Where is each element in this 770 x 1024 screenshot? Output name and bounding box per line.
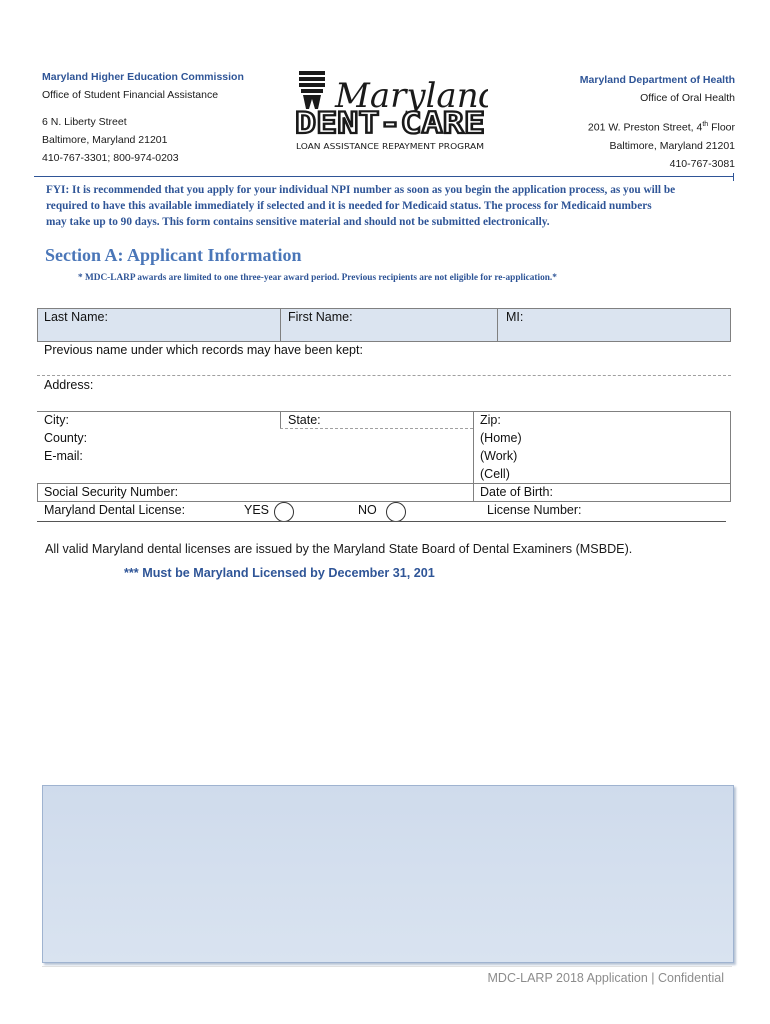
header-divider	[34, 176, 734, 177]
address-field[interactable]: Address:	[44, 378, 94, 392]
logo-wordmark: DENT-CARE	[295, 106, 485, 140]
fyi-line: required to have this available immediately if selected and it is needed for Medicaid status. The process for Medicaid numbers	[46, 200, 652, 212]
city-field[interactable]: City:	[44, 413, 69, 427]
license-number-field[interactable]: License Number:	[487, 503, 582, 517]
logo-script-text: Maryland	[335, 76, 488, 116]
dent-care-logo	[293, 67, 488, 155]
header-left-contact	[42, 68, 244, 167]
no-radio[interactable]	[386, 502, 406, 522]
mi-field[interactable]: MI:	[506, 310, 524, 324]
cell-phone-field[interactable]: (Cell)	[480, 467, 510, 481]
first-name-field[interactable]: First Name:	[288, 310, 353, 324]
logo-tagline: LOAN ASSISTANCE REPAYMENT PROGRAM	[296, 142, 484, 151]
dob-field[interactable]: Date of Birth:	[480, 485, 553, 499]
county-field[interactable]: County:	[44, 431, 88, 445]
mhec-phone: 410-767-3301; 800-974-0203	[42, 152, 179, 164]
work-phone-field[interactable]: (Work)	[480, 449, 518, 463]
previous-name-field[interactable]: Previous name under which records may have been kept:	[44, 343, 363, 357]
tooth-icon	[299, 71, 325, 109]
footer-divider	[42, 966, 732, 967]
license-note: All valid Maryland dental licenses are issued by the Maryland State Board of Dental Examiners (MSBDE).	[45, 542, 633, 556]
mdh-city: Baltimore, Maryland 21201	[609, 139, 735, 152]
dental-license-label: Maryland Dental License:	[44, 503, 186, 517]
fyi-line: FYI: It is recommended that you apply for your individual NPI number as soon as you begin the application process, as you will be	[46, 184, 676, 196]
no-label: NO	[358, 503, 377, 517]
mhec-city: Baltimore, Maryland 21201	[42, 134, 168, 146]
mdh-org-name: Maryland Department of Health	[579, 74, 735, 86]
ssn-field[interactable]: Social Security Number:	[44, 485, 179, 499]
section-title: Section A: Applicant Information	[45, 245, 302, 265]
fyi-notice	[46, 182, 726, 230]
mdh-phone: 410-767-3081	[669, 157, 735, 170]
page-footer: MDC-LARP 2018 Application | Confidential	[487, 971, 724, 985]
yes-label: YES	[244, 503, 270, 517]
header-right-contact	[580, 71, 735, 173]
last-name-field[interactable]: Last Name:	[44, 310, 108, 324]
award-limit-note: * MDC-LARP awards are limited to one three-year award period. Previous recipients are not eligible for re-application.*	[78, 273, 557, 283]
mdh-office: Office of Oral Health	[640, 92, 735, 104]
zip-field[interactable]: Zip:	[480, 413, 501, 427]
email-field[interactable]: E-mail:	[44, 449, 83, 463]
license-deadline-note: *** Must be Maryland Licensed by December 31, 201	[124, 566, 435, 580]
name-row	[37, 308, 731, 341]
yes-radio[interactable]	[274, 502, 294, 522]
office-use-box	[42, 785, 734, 963]
home-phone-field[interactable]: (Home)	[480, 431, 522, 445]
mdh-street: 201 W. Preston Street, 4th Floor	[587, 121, 735, 134]
mhec-office: Office of Student Financial Assistance	[42, 89, 219, 101]
fyi-line: may take up to 90 days. This form contains sensitive material and should not be submitted electronically.	[46, 216, 550, 228]
mhec-street: 6 N. Liberty Street	[42, 116, 127, 128]
mhec-org-name: Maryland Higher Education Commission	[42, 71, 244, 83]
state-field[interactable]: State:	[288, 413, 321, 427]
